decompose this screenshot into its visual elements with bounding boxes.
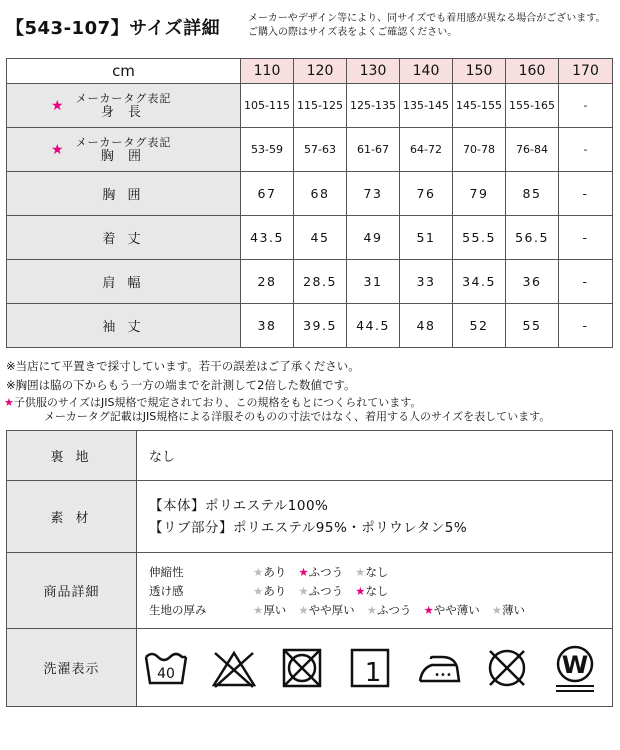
pink-star-icon: ★ (51, 141, 65, 158)
value-cell: 34.5 (453, 260, 506, 304)
iron-dots-text: ••• (433, 669, 452, 681)
note-line: ※胸囲は脇の下からもう一方の端までを計測して2倍した数値です。 (6, 378, 356, 392)
wet-clean-icon (550, 643, 600, 693)
attribute-option-label: なし (365, 583, 389, 598)
table-row (7, 172, 613, 216)
attribute-option-label: なし (365, 564, 389, 579)
table-row (7, 481, 613, 553)
size-cell: 120 (294, 59, 347, 84)
jis-notes (4, 396, 550, 424)
details-value (137, 553, 613, 629)
value-cell: 105-115 (241, 84, 294, 128)
size-table (6, 58, 613, 348)
washing-label: 洗濯表示 (7, 629, 137, 707)
value-cell: 55 (506, 304, 559, 348)
attribute-option-label: やや薄い (433, 602, 480, 617)
table-row (7, 431, 613, 481)
attribute-option-label: やや厚い (308, 602, 355, 617)
lining-value: なし (137, 431, 613, 481)
size-cell: 130 (347, 59, 400, 84)
value-cell: 28 (241, 260, 294, 304)
row-label-line: 胸 囲 (100, 148, 147, 164)
value-cell: 49 (347, 216, 400, 260)
value-cell: 57-63 (294, 128, 347, 172)
attribute-option-label: ふつう (376, 602, 412, 617)
value-cell: 79 (453, 172, 506, 216)
selected-star-icon: ★ (355, 583, 366, 598)
pink-star-icon: ★ (4, 396, 14, 409)
attribute-option (253, 564, 286, 580)
notice (248, 12, 606, 40)
attribute-option (423, 602, 479, 618)
attribute-option-label: ふつう (308, 564, 344, 579)
attribute-option-label: 薄い (502, 602, 526, 617)
value-cell: 52 (453, 304, 506, 348)
value-cell: 76-84 (506, 128, 559, 172)
note-line: メーカータグ記載はJIS規格による洋服そのものの寸法ではなく、着用する人のサイズを表しています。 (44, 410, 551, 423)
attribute-option-label: あり (263, 564, 287, 579)
attribute-name: 透け感 (149, 583, 184, 598)
material-line: 【本体】ポリエステル100% (149, 497, 329, 514)
attribute-option (355, 583, 388, 599)
attribute-option (492, 602, 525, 618)
value-cell: 48 (400, 304, 453, 348)
notice-line: ご購入の際はサイズ表をよくご確認ください。 (248, 27, 458, 38)
info-table (6, 430, 613, 707)
table-row (7, 260, 613, 304)
value-cell: 61-67 (347, 128, 400, 172)
value-cell: - (559, 216, 613, 260)
unselected-star-icon: ★ (253, 602, 264, 617)
attribute-row (149, 562, 612, 581)
value-cell: 55.5 (453, 216, 506, 260)
dry-number-text: 1 (365, 657, 382, 688)
iron-low-icon (414, 643, 464, 693)
unselected-star-icon: ★ (253, 564, 264, 579)
attribute-name: 生地の厚み (149, 602, 207, 617)
note-line: ※当店にて平置きで採寸しています。若干の誤差はご了承ください。 (6, 359, 360, 373)
value-cell: 33 (400, 260, 453, 304)
row-label-line: 身 長 (100, 104, 147, 120)
value-cell: 85 (506, 172, 559, 216)
size-cell: 150 (453, 59, 506, 84)
unselected-star-icon: ★ (366, 602, 377, 617)
value-cell: 45 (294, 216, 347, 260)
note-line: 子供服のサイズはJIS規格で規定されており、この規格をもとにつくられています。 (13, 396, 422, 409)
value-cell: 31 (347, 260, 400, 304)
unselected-star-icon: ★ (253, 583, 264, 598)
row-label: 肩 幅 (7, 260, 241, 304)
attribute-option (367, 602, 412, 618)
value-cell: 28.5 (294, 260, 347, 304)
row-label (7, 128, 241, 172)
value-cell: 76 (400, 172, 453, 216)
size-cell: 160 (506, 59, 559, 84)
attribute-option (298, 564, 343, 580)
row-label: 袖 丈 (7, 304, 241, 348)
size-cell: 170 (559, 59, 613, 84)
washing-icons (137, 643, 612, 693)
selected-star-icon: ★ (298, 564, 309, 579)
table-row (7, 216, 613, 260)
value-cell: 56.5 (506, 216, 559, 260)
attribute-option (253, 602, 286, 618)
value-cell: 73 (347, 172, 400, 216)
value-cell: 115-125 (294, 84, 347, 128)
value-cell: - (559, 172, 613, 216)
row-label: 胸 囲 (7, 172, 241, 216)
attribute-row (149, 600, 612, 619)
row-label: 着 丈 (7, 216, 241, 260)
no-dry-clean-icon (482, 643, 532, 693)
material-value (137, 481, 613, 553)
attribute-option-label: 厚い (263, 602, 287, 617)
attribute-option (298, 602, 354, 618)
pink-star-icon: ★ (51, 97, 65, 114)
unselected-star-icon: ★ (298, 583, 309, 598)
unselected-star-icon: ★ (491, 602, 503, 617)
row-label (7, 84, 241, 128)
attribute-option (298, 583, 343, 599)
value-cell: 135-145 (400, 84, 453, 128)
notice-line: メーカーやデザイン等により、同サイズでも着用感が異なる場合がございます。 (248, 13, 606, 24)
measurement-notes (6, 357, 360, 395)
size-header-row (7, 59, 613, 84)
table-row (7, 629, 613, 707)
table-row (7, 553, 613, 629)
value-cell: 39.5 (294, 304, 347, 348)
value-cell: 53-59 (241, 128, 294, 172)
value-cell: 68 (294, 172, 347, 216)
table-row (7, 128, 613, 172)
details-label: 商品詳細 (7, 553, 137, 629)
material-label: 素 材 (7, 481, 137, 553)
value-cell: 43.5 (241, 216, 294, 260)
attribute-row (149, 581, 612, 600)
unselected-star-icon: ★ (298, 602, 309, 617)
value-cell: 125-135 (347, 84, 400, 128)
value-cell: 145-155 (453, 84, 506, 128)
value-cell: 38 (241, 304, 294, 348)
attribute-option-label: ふつう (308, 583, 344, 598)
line-dry-icon (345, 643, 395, 693)
selected-star-icon: ★ (423, 602, 434, 617)
value-cell: 36 (506, 260, 559, 304)
row-label-line: メーカータグ表記 (75, 135, 172, 149)
unit-cell: cm (7, 59, 241, 84)
value-cell: 155-165 (506, 84, 559, 128)
value-cell: - (559, 84, 613, 128)
page-title: 【543-107】サイズ詳細 (6, 18, 221, 39)
material-line: 【リブ部分】ポリエステル95%・ポリウレタン5% (149, 519, 468, 536)
details-list (149, 562, 612, 619)
attribute-option (355, 564, 388, 580)
attribute-option-label: あり (263, 583, 287, 598)
attribute-name: 伸縮性 (149, 564, 184, 579)
wet-clean-letter-text: W (561, 650, 589, 679)
wash-40-icon (141, 643, 191, 693)
attribute-option (253, 583, 286, 599)
no-bleach-icon (209, 643, 259, 693)
row-label-line: メーカータグ表記 (75, 91, 172, 105)
value-cell: - (559, 304, 613, 348)
value-cell: 44.5 (347, 304, 400, 348)
size-cell: 110 (241, 59, 294, 84)
size-cell: 140 (400, 59, 453, 84)
table-row (7, 304, 613, 348)
value-cell: 51 (400, 216, 453, 260)
value-cell: 70-78 (453, 128, 506, 172)
wash-temp-text: 40 (157, 665, 175, 682)
value-cell: 67 (241, 172, 294, 216)
lining-label: 裏 地 (7, 431, 137, 481)
value-cell: - (559, 260, 613, 304)
unselected-star-icon: ★ (355, 564, 366, 579)
washing-icons-cell (137, 629, 613, 707)
value-cell: - (559, 128, 613, 172)
no-tumble-dry-icon (277, 643, 327, 693)
value-cell: 64-72 (400, 128, 453, 172)
table-row (7, 84, 613, 128)
